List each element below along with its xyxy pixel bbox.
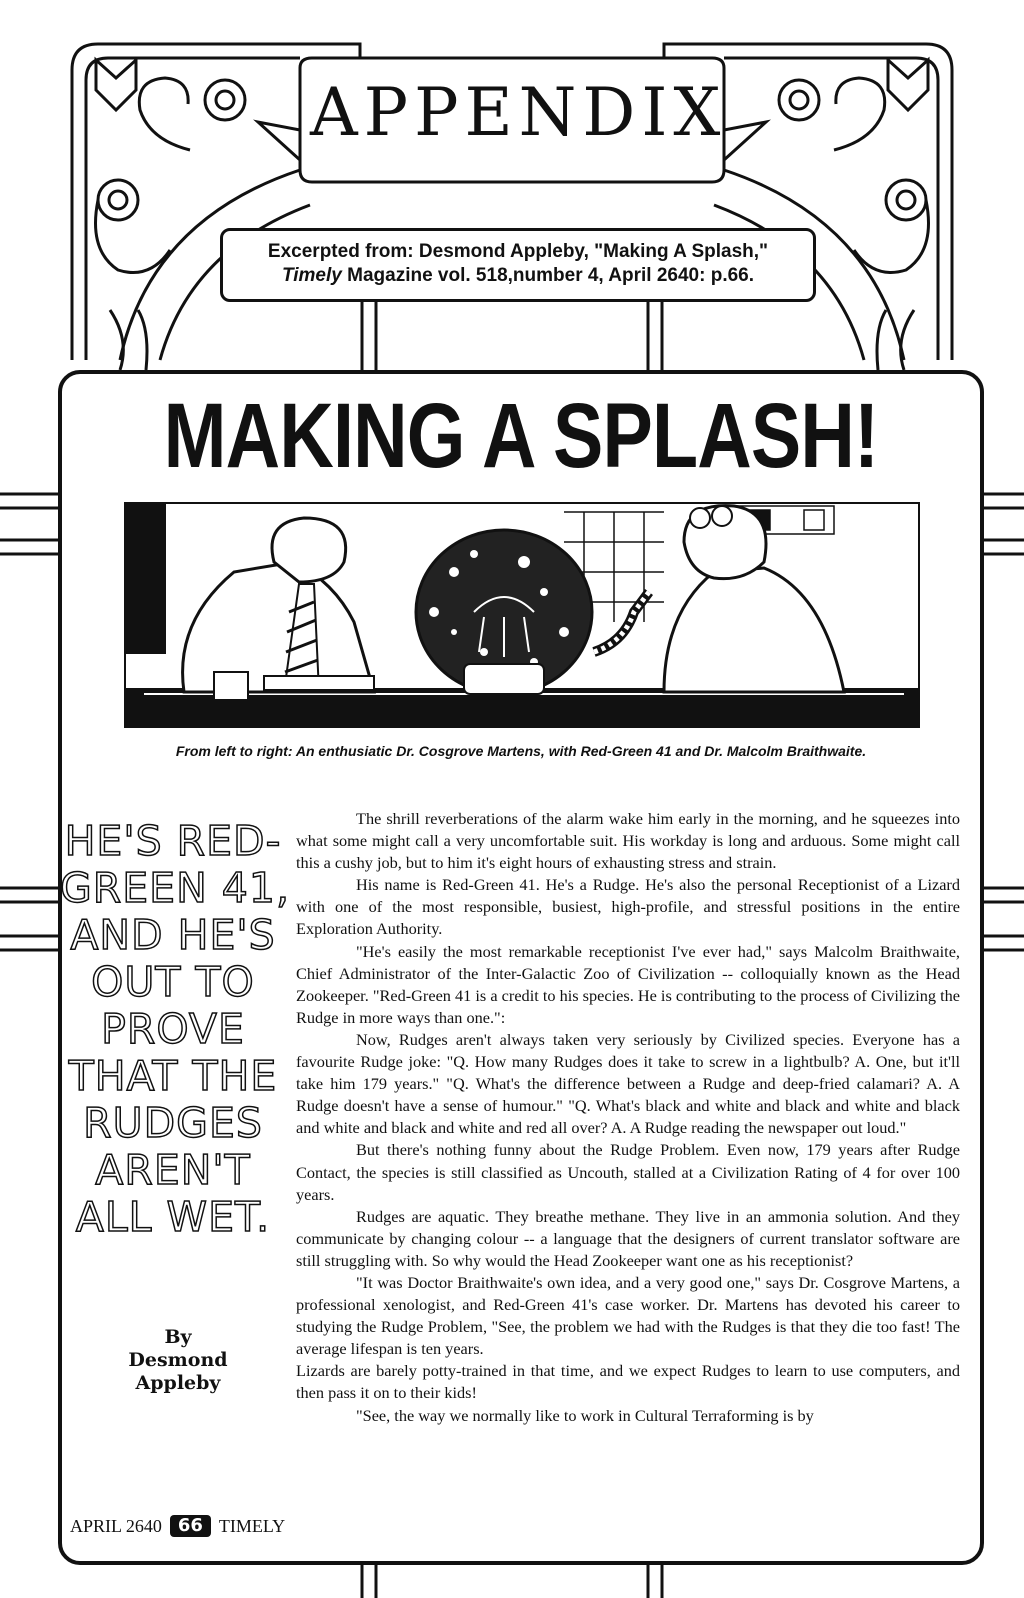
body-paragraph: Now, Rudges aren't always taken very seriously by Civilized species. Everyone has a favourite Rudge joke: "Q. How many Rudges does it take to screw in a lightbulb? A. One, but it'll take him 179 years." "Q. What's the difference between a Rudge and deep-fried calamari? A. A Rudge doesn't have a sense of humour." "Q. What's black and white and black and white and black and white and black and white and red all over? A. A Rudge reading the newspaper out loud."	[296, 1029, 960, 1138]
article-body	[296, 808, 960, 1427]
pull-quote-line: THAT THE	[68, 1052, 278, 1100]
byline-last-name: Appleby	[135, 1372, 221, 1394]
excerpt-source-box	[220, 228, 816, 302]
pull-quote-line: RUDGES	[83, 1099, 263, 1147]
pull-quote-line: PROVE	[101, 1005, 245, 1053]
footer-magazine: TIMELY	[218, 1515, 286, 1536]
body-paragraph: Rudges are aquatic. They breathe methane. They live in an ammonia solution. And they communicate by changing colour -- a language that the designers of current translator software are still struggling with. So why would the Head Zookeeper want one as his receptionist?	[296, 1206, 960, 1270]
byline	[78, 1326, 278, 1395]
byline-by: By	[164, 1326, 192, 1348]
body-paragraph: But there's nothing funny about the Rudge Problem. Even now, 179 years after Rudge Contact, the species is still classified as Uncouth, stalled at a Civilization Rating of 4 for over 100 years.	[296, 1140, 960, 1204]
pull-quote-line: GREEN 41,	[60, 864, 290, 912]
excerpt-line-1: Excerpted from: Desmond Appleby, "Making A Splash,"	[267, 241, 769, 262]
pull-quote-line: HE'S RED-	[64, 817, 282, 865]
page-footer	[70, 1515, 285, 1537]
body-paragraph: His name is Red-Green 41. He's a Rudge. He's also the personal Receptionist of a Lizard with one of the most responsible, busiest, high-profile, and stressful positions in the entire Exploration Authority.	[296, 875, 960, 939]
body-paragraph: "It was Doctor Braithwaite's own idea, and a very good one," says Dr. Cosgrove Martens, a professional xenologist, and Red-Green 41's case worker. Dr. Martens has devoted his career to studying the Rudge Problem, "See, the problem we had with the Rudges is that they die too fast! The average lifespan is ten years.	[296, 1272, 960, 1359]
comic-illustration	[124, 502, 920, 728]
pull-quote-line: AND HE'S	[70, 911, 276, 959]
pull-quote-line: ALL WET.	[75, 1193, 271, 1241]
pull-quote	[60, 817, 290, 1241]
pull-quote-line: AREN'T	[95, 1146, 251, 1194]
excerpt-citation: Magazine vol. 518,number 4, April 2640: p.66.	[341, 265, 755, 286]
body-paragraph: "He's easily the most remarkable receptionist I've ever had," says Malcolm Braithwaite, Chief Administrator of the Inter-Galactic Zoo of Civilization -- colloquially known as the Head Zookeeper. "Red-Green 41 is a credit to his species. He is contributing to the process of Civilizing the Rudge in more ways than one.":	[296, 941, 960, 1027]
body-paragraph: The shrill reverberations of the alarm wake him early in the morning, and he squeezes into what some might call a very uncomfortable suit. His workday is long and arduous. Some might call this a cushy job, but to him it's eight hours of exhausting stress and strain.	[296, 809, 960, 873]
pull-quote-line: OUT TO	[91, 958, 255, 1006]
appendix-title: APPENDIX	[310, 74, 727, 151]
excerpt-line-2	[223, 264, 813, 288]
body-paragraph: Lizards are barely potty-trained in that time, and we expect Rudges to learn to use computers, and then pass it on to their kids!	[296, 1361, 960, 1403]
byline-first-name: Desmond	[128, 1349, 228, 1371]
article-headline: MAKING A SPLASH!	[163, 385, 879, 487]
body-paragraph: "See, the way we normally like to work in Cultural Terraforming is by	[356, 1405, 814, 1425]
page-number: 66	[170, 1515, 211, 1537]
footer-date: APRIL 2640	[70, 1515, 162, 1536]
magazine-name: Timely	[281, 265, 342, 286]
illustration-caption: From left to right: An enthusiatic Dr. Cosgrove Martens, with Red-Green 41 and Dr. Malcolm Braithwaite.	[175, 743, 867, 759]
